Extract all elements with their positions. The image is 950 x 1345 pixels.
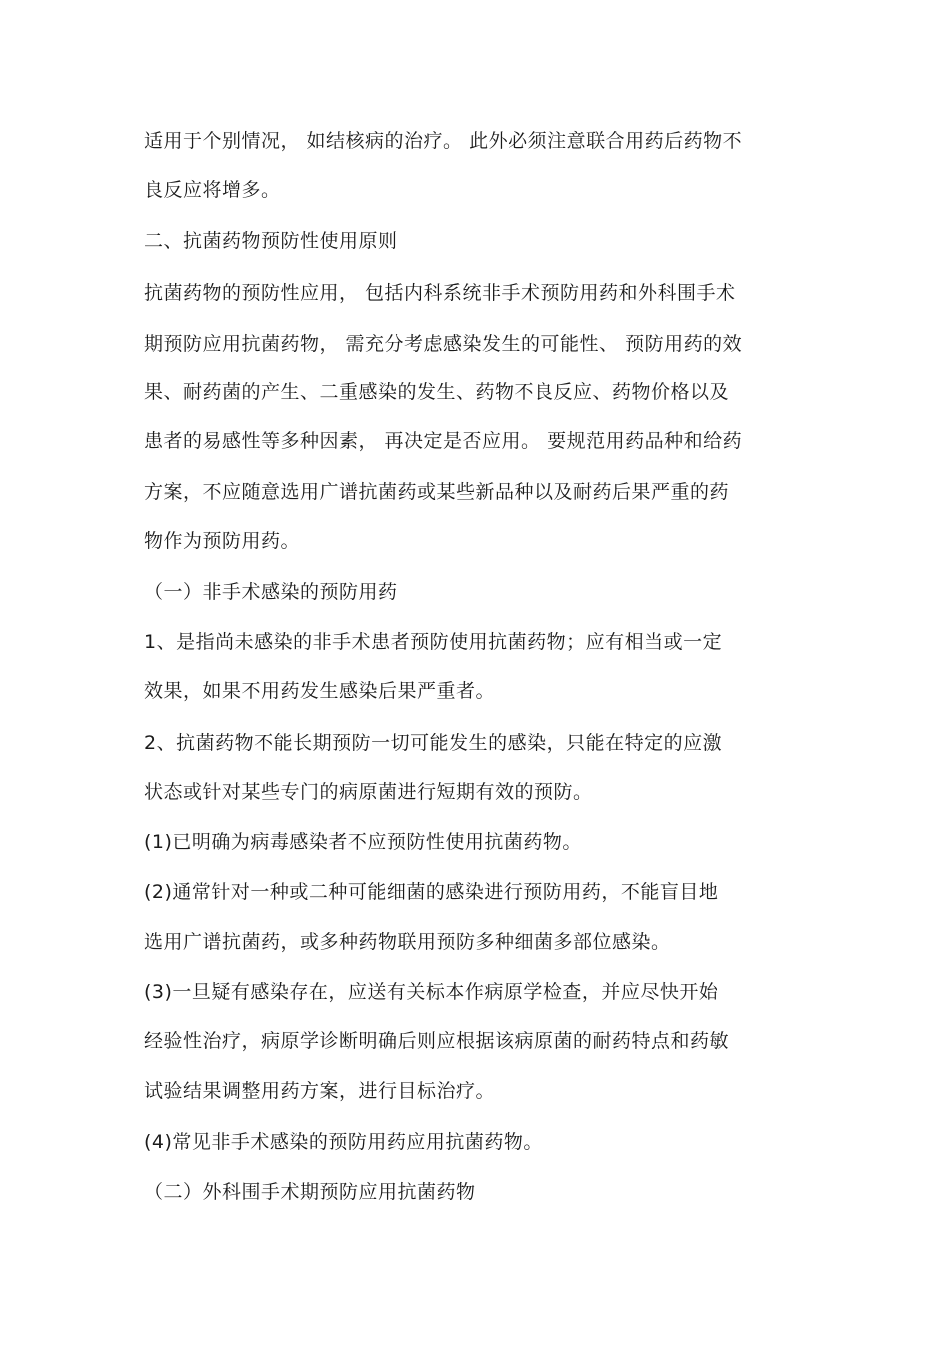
- list-item-line: 经验性治疗，病原学诊断明确后则应根据该病原菌的耐药特点和药敏: [144, 1030, 730, 1052]
- paragraph-line: 果、耐药菌的产生、二重感染的发生、药物不良反应、药物价格以及: [144, 381, 730, 403]
- list-item-line: 1、是指尚未感染的非手术患者预防使用抗菌药物；应有相当或一定: [144, 631, 723, 653]
- list-item-line: (1)已明确为病毒感染者不应预防性使用抗菌药物。: [144, 831, 582, 853]
- list-item-line: (3)一旦疑有感染存在，应送有关标本作病原学检查，并应尽快开始: [144, 981, 719, 1003]
- paragraph-line: 适用于个别情况， 如结核病的治疗。 此外必须注意联合用药后药物不: [144, 130, 743, 152]
- list-item-line: 试验结果调整用药方案，进行目标治疗。: [144, 1080, 496, 1102]
- list-item-line: 效果，如果不用药发生感染后果严重者。: [144, 680, 496, 702]
- list-item-line: 2、抗菌药物不能长期预防一切可能发生的感染，只能在特定的应激: [144, 732, 723, 754]
- paragraph-line: 良反应将增多。: [144, 179, 281, 201]
- paragraph-line: 物作为预防用药。: [144, 530, 301, 552]
- paragraph-line: 期预防应用抗菌药物， 需充分考虑感染发生的可能性、 预防用药的效: [144, 333, 743, 355]
- subsection-heading: （二）外科围手术期预防应用抗菌药物: [144, 1181, 476, 1203]
- paragraph-line: 抗菌药物的预防性应用， 包括内科系统非手术预防用药和外科围手术: [144, 282, 736, 304]
- list-item-line: (2)通常针对一种或二种可能细菌的感染进行预防用药，不能盲目地: [144, 881, 719, 903]
- section-heading: 二、抗菌药物预防性使用原则: [144, 230, 398, 252]
- subsection-heading: （一）非手术感染的预防用药: [144, 581, 398, 603]
- list-item-line: 选用广谱抗菌药，或多种药物联用预防多种细菌多部位感染。: [144, 931, 671, 953]
- paragraph-line: 患者的易感性等多种因素， 再决定是否应用。 要规范用药品种和给药: [144, 430, 743, 452]
- paragraph-line: 方案，不应随意选用广谱抗菌药或某些新品种以及耐药后果严重的药: [144, 481, 730, 503]
- list-item-line: 状态或针对某些专门的病原菌进行短期有效的预防。: [144, 781, 593, 803]
- list-item-line: (4)常见非手术感染的预防用药应用抗菌药物。: [144, 1131, 543, 1153]
